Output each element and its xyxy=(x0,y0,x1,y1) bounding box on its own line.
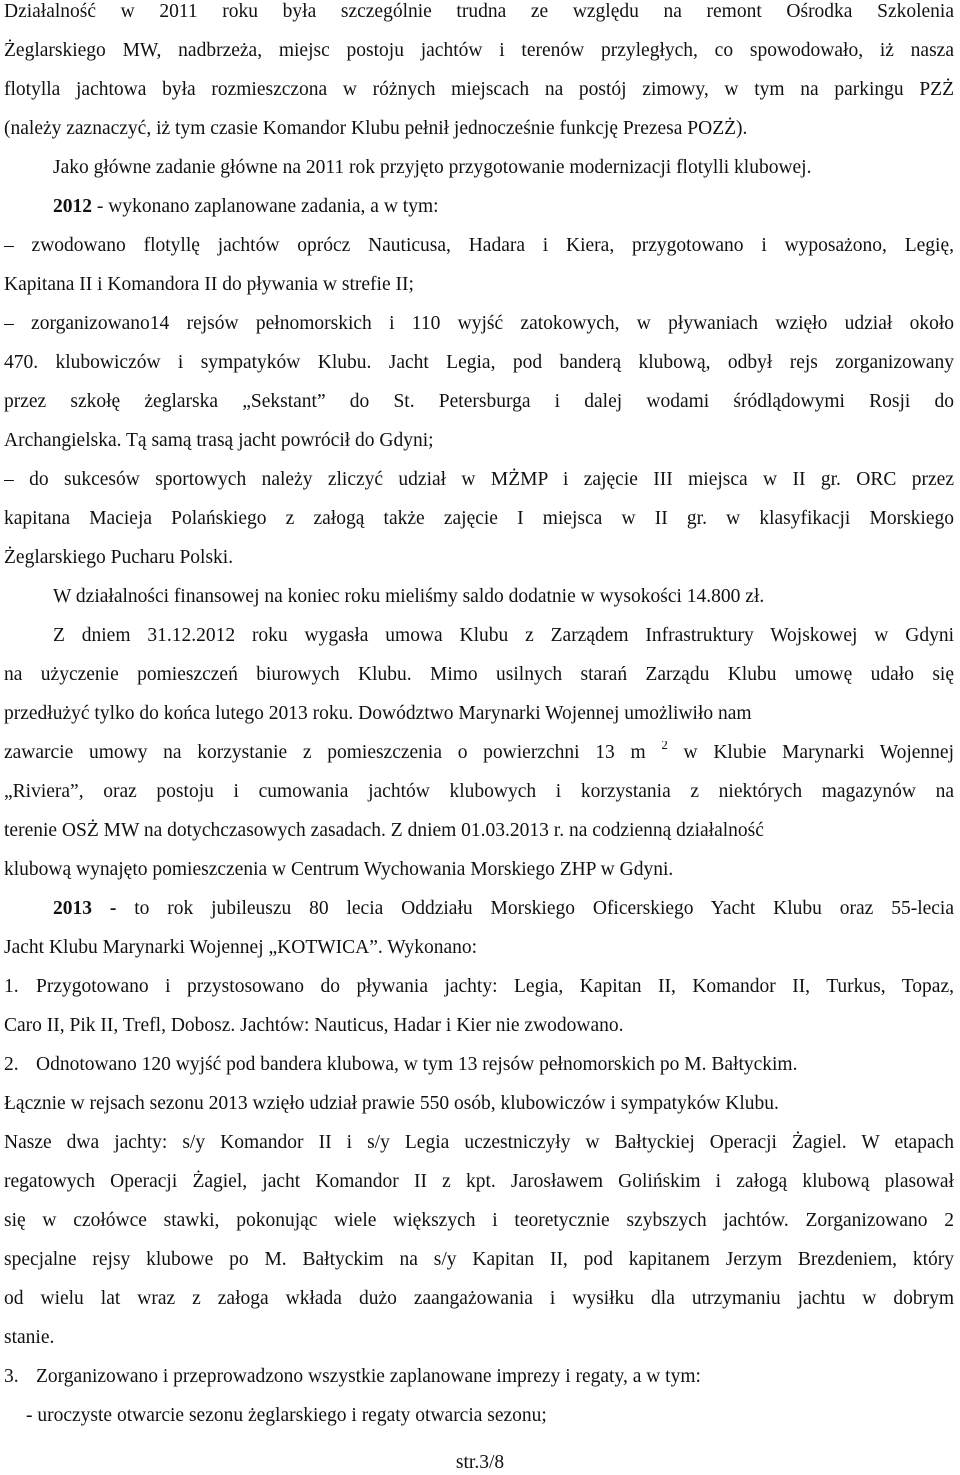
text-span: Przygotowano i przystosowano do pływania jachty: Legia, Kapitan II, Komandor II, Turkus, Topaz, xyxy=(36,976,954,997)
text-line: klubową wynajęto pomieszczenia w Centrum Wychowania Morskiego ZHP w Gdyni. xyxy=(4,859,674,880)
text-span: Odnotowano 120 wyjść pod bandera klubowa, w tym 13 rejsów pełnomorskich po M. Bałtyckim. xyxy=(36,1054,798,1075)
list-item xyxy=(4,1365,954,1389)
text-line xyxy=(53,195,954,219)
text-line: się w czołówce stawki, pokonując wiele większych i teoretycznie szybszych jachtów. Zorganizowano 2 xyxy=(4,1210,954,1231)
text-line: przez szkołę żeglarska „Sekstant” do St. Petersburga i dalej wodami śródlądowymi Rosji do xyxy=(4,391,954,412)
superscript: 2 xyxy=(661,741,668,752)
text-line: Żeglarskiego Pucharu Polski. xyxy=(4,547,234,568)
page-number: str.3/8 xyxy=(455,1452,505,1473)
list-item: – zorganizowano14 rejsów pełnomorskich i 110 wyjść zatokowych, w pływaniach wzięło udział około xyxy=(4,313,954,334)
text-line: przedłużyć tylko do końca lutego 2013 roku. Dowództwo Marynarki Wojennej umożliwiło nam xyxy=(4,703,752,724)
text-line: Łącznie w rejsach sezonu 2013 wzięło udział prawie 550 osób, klubowiczów i sympatyków Klubu. xyxy=(4,1093,779,1114)
list-number: 1. xyxy=(4,976,19,997)
text-span: w Klubie Marynarki Wojennej xyxy=(667,742,954,763)
list-number: 3. xyxy=(4,1366,19,1387)
text-line: - uroczyste otwarcie sezonu żeglarskiego i regaty otwarcia sezonu; xyxy=(26,1405,547,1426)
text-line: „Riviera”, oraz postoju i cumowania jachtów klubowych i korzystania z niektórych magazynów na xyxy=(4,781,954,802)
text-line: Archangielska. Tą samą trasą jacht powrócił do Gdyni; xyxy=(4,430,434,451)
text-line: 470. klubowiczów i sympatyków Klubu. Jacht Legia, pod banderą klubową, odbył rejs zorganizowany xyxy=(4,352,954,373)
text-span: Zorganizowano i przeprowadzono wszystkie zaplanowane imprezy i regaty, a w tym: xyxy=(36,1366,701,1387)
text-line: flotylla jachtowa była rozmieszczona w różnych miejscach na postój zimowy, w tym na parkingu PZŻ xyxy=(4,79,954,100)
list-item: – zwodowano flotyllę jachtów oprócz Nauticusa, Hadara i Kiera, przygotowano i wyposażono, Legię, xyxy=(4,235,954,256)
text-line xyxy=(4,741,954,765)
text-line: Żeglarskiego MW, nadbrzeża, miejsc postoju jachtów i terenów przyległych, co spowodowało, iż nasza xyxy=(4,40,954,61)
text-line: na użyczenie pomieszczeń biurowych Klubu. Mimo usilnych starań Zarządu Klubu umowę udało się xyxy=(4,664,954,685)
text-line: Jako główne zadanie główne na 2011 rok przyjęto przygotowanie modernizacji flotylli klubowej. xyxy=(53,157,812,178)
text-line: stanie. xyxy=(4,1327,55,1348)
text-line: terenie OSŻ MW na dotychczasowych zasadach. Z dniem 01.03.2013 r. na codzienną działalność xyxy=(4,820,764,841)
text-line: Działalność w 2011 roku była szczególnie trudna ze względu na remont Ośrodka Szkolenia xyxy=(4,1,954,22)
year-label: 2012 xyxy=(53,196,92,217)
text-line: Kapitana II i Komandora II do pływania w strefie II; xyxy=(4,274,414,295)
text-span: to rok jubileuszu 80 lecia Oddziału Morskiego Oficerskiego Yacht Klubu oraz 55-lecia xyxy=(116,898,954,919)
year-label: 2013 - xyxy=(53,898,117,919)
list-number: 2. xyxy=(4,1054,19,1075)
text-line: kapitana Macieja Polańskiego z załogą także zajęcie I miejsca w II gr. w klasyfikacji Morskiego xyxy=(4,508,954,529)
text-line: od wielu lat wraz z załoga wkłada dużo zaangażowania i wysiłku dla utrzymaniu jachtu w dobrym xyxy=(4,1288,954,1309)
text-line: regatowych Operacji Żagiel, jacht Komandor II z kpt. Jarosławem Golińskim i załogą klubową plasował xyxy=(4,1171,954,1192)
text-line: W działalności finansowej na koniec roku mieliśmy saldo dodatnie w wysokości 14.800 zł. xyxy=(53,586,765,607)
text-line: Jacht Klubu Marynarki Wojennej „KOTWICA”. Wykonano: xyxy=(4,937,478,958)
text-line: Z dniem 31.12.2012 roku wygasła umowa Klubu z Zarządem Infrastruktury Wojskowej w Gdyni xyxy=(53,625,954,646)
list-item: – do sukcesów sportowych należy zliczyć udział w MŻMP i zajęcie III miejsca w II gr. ORC przez xyxy=(4,469,954,490)
text-line: (należy zaznaczyć, iż tym czasie Komandor Klubu pełnił jednocześnie funkcję Prezesa POZŻ). xyxy=(4,118,748,139)
text-line xyxy=(53,897,954,921)
list-item xyxy=(4,1053,954,1077)
text-span: - wykonano zaplanowane zadania, a w tym: xyxy=(92,196,439,217)
list-item xyxy=(4,975,954,999)
text-line: Caro II, Pik II, Trefl, Dobosz. Jachtów: Nauticus, Hadar i Kier nie zwodowano. xyxy=(4,1015,624,1036)
text-span: zawarcie umowy na korzystanie z pomieszczenia o powierzchni 13 m xyxy=(4,742,662,763)
text-line: Nasze dwa jachty: s/y Komandor II i s/y Legia uczestniczyły w Bałtyckiej Operacji Żagiel. W etapach xyxy=(4,1132,954,1153)
text-line: specjalne rejsy klubowe po M. Bałtyckim na s/y Kapitan II, pod kapitanem Jerzym Brezdeniem, który xyxy=(4,1249,954,1270)
